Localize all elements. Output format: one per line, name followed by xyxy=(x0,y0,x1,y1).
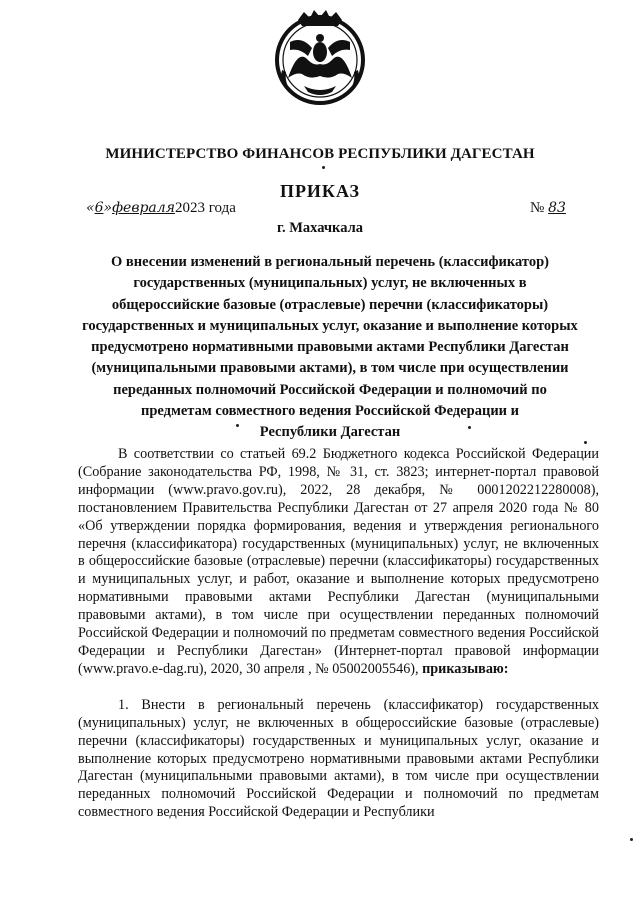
scan-speck xyxy=(584,441,587,444)
order-body xyxy=(78,446,599,822)
city: г. Махачкала xyxy=(277,220,363,236)
body-paragraph-2 xyxy=(78,697,599,822)
order-subject xyxy=(70,252,590,444)
subject-line: общероссийские базовые (отраслевые) перечни (классификаторы) xyxy=(111,296,549,313)
date-month: февраля xyxy=(112,200,175,216)
date-close-quote: » xyxy=(103,200,113,216)
subject-line: государственных и муниципальных услуг, оказание и выполнение которых xyxy=(82,317,578,334)
order-title: ПРИКАЗ xyxy=(279,181,361,201)
body-paragraph-1 xyxy=(78,446,599,679)
date-year: 2023 года xyxy=(174,200,236,216)
subject-line: предметам совместного ведения Российской Федерации и xyxy=(140,403,520,420)
order-date xyxy=(86,200,236,217)
date-open-quote: « xyxy=(86,200,95,216)
date-day: 6 xyxy=(94,200,104,216)
order-number xyxy=(530,200,566,217)
subject-line: переданных полномочий Российской Федерации и полномочий по xyxy=(113,381,547,398)
scan-speck xyxy=(468,426,471,429)
subject-line: (муниципальными правовыми актами), в том числе при осуществлении xyxy=(91,360,569,377)
order-command: приказываю: xyxy=(422,660,509,677)
number-label: № xyxy=(530,200,545,216)
subject-line: О внесении изменений в региональный перечень (классификатор) xyxy=(111,254,549,270)
dagestan-coat-of-arms-icon xyxy=(268,8,372,108)
paragraph-1-text: В соответствии со статьей 69.2 Бюджетного кодекса Российской Федерации (Собрание законодательства РФ, 1998, № 31, ст. 3823; интернет-портал правовой информации (www.pravo.gov.ru), 2022, 28 декабря, № 0001202212280008), постановлением Правительства Республики Дагестан от 27 апреля 2020 года № 80 «Об утверждении порядка формирования, ведения и утверждения регионального перечня (классификатора) государственных (муниципальных) услуг, не включенных в общероссийские базовые (отраслевые) перечни (классификаторы) государственных и муниципальных услуг, и работ, оказание и выполнение которых предусмотрено нормативными правовыми актами Республики Дагестан (муниципальными правовыми актами), в том числе при осуществлении переданных полномочий Российской Федерации и полномочий по предметам совместного ведения Российской Федерации и Республики Дагестан» (Интернет-портал правовой информации (www.pravo.e-dag.ru), 2020, 30 апреля , № 05002005546), xyxy=(78,446,599,677)
scan-speck xyxy=(630,838,633,841)
subject-line: государственных (муниципальных) услуг, не включенных в xyxy=(133,275,527,292)
ministry-name: МИНИСТЕРСТВО ФИНАНСОВ РЕСПУБЛИКИ ДАГЕСТАН xyxy=(105,146,535,162)
scan-speck xyxy=(322,166,325,169)
number-value: 83 xyxy=(548,200,566,216)
scan-speck xyxy=(236,424,239,427)
subject-line: предусмотрено нормативными правовыми актами Республики Дагестан xyxy=(91,339,569,356)
paragraph-2-text: 1. Внести в региональный перечень (классификатор) государственных (муниципальных) услуг, не включенных в общероссийские базовые (отраслевые) перечни (классификаторы) государственных и муниципальных услуг, оказание и выполнение которых предусмотрено нормативными правовыми актами Республики Дагестан (муниципальными правовыми актами), в том числе при осуществлении переданных полномочий Российской Федерации и полномочий по предметам совместного ведения Российской Федерации и Республики xyxy=(78,696,599,821)
subject-line: Республики Дагестан xyxy=(259,424,401,441)
